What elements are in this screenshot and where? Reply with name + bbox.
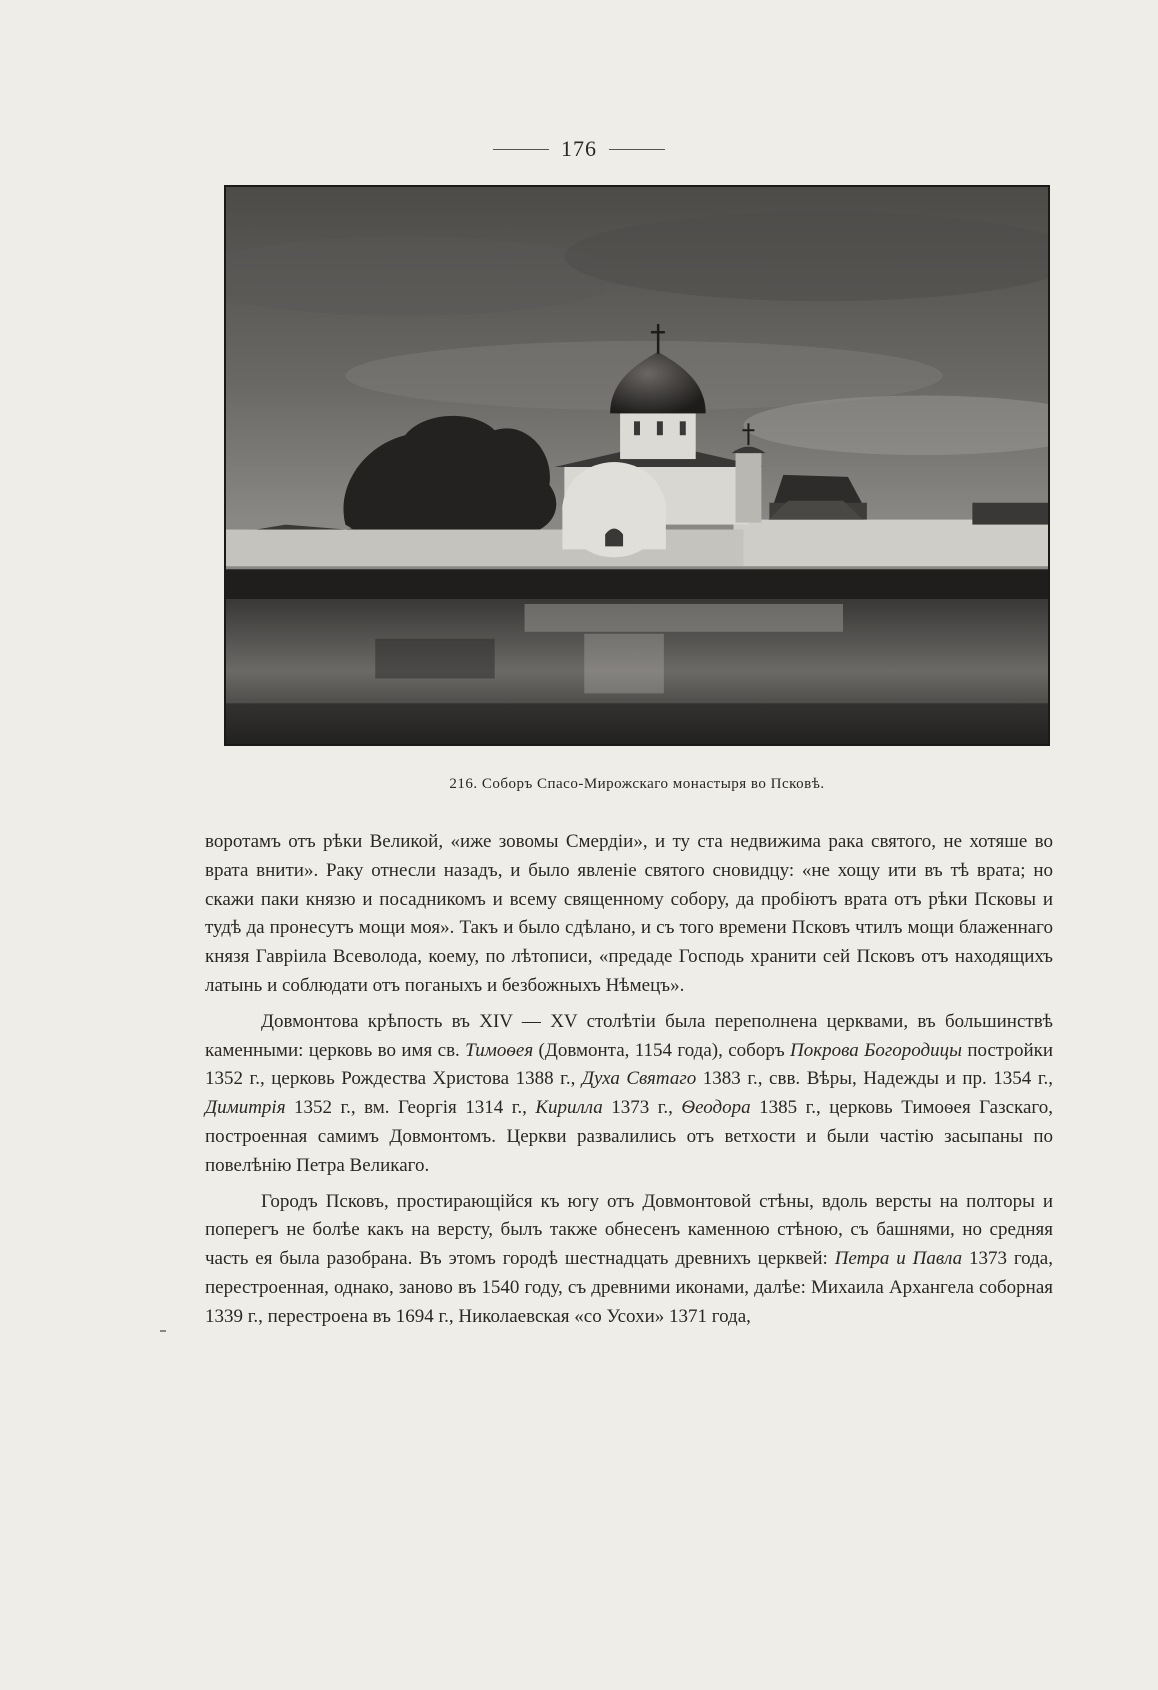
italic-name: Покрова Богородицы (790, 1039, 962, 1061)
text-run: 1385 г., церковь Тимоѳея Газскаго, построенная самимъ Довмонтомъ. Церкви развалились отъ ветхости и были частію засыпаны по повелѣнію Петра Великаго. (205, 1097, 1053, 1176)
body-text (205, 828, 1053, 1339)
italic-name: Ѳеодора (681, 1097, 751, 1119)
paragraph-3 (205, 1188, 1053, 1332)
header-rule-right (609, 149, 665, 150)
paragraph-1 (205, 828, 1053, 1001)
photo-plate (224, 185, 1050, 746)
text-run: постройки 1352 г., церковь Рождества Христова 1388 г., (205, 1039, 1054, 1090)
italic-name: Кирилла (535, 1097, 603, 1119)
italic-name: Петра и Павла (834, 1248, 963, 1270)
text-run: (Довмонта, 1154 года), соборъ (533, 1039, 791, 1061)
italic-name: Димитрія (205, 1097, 286, 1119)
text-run: 1383 г., свв. Вѣры, Надежды и пр. 1354 г., (696, 1068, 1053, 1090)
margin-mark (160, 1330, 166, 1332)
paragraph-2 (205, 1008, 1053, 1181)
figure-caption: 216. Соборъ Спасо-Мирожскаго монастыря во Псковѣ. (449, 776, 825, 792)
italic-name: Тимоѳея (465, 1039, 534, 1061)
text-run: Довмонтова крѣпость въ XIV — XV столѣтіи была переполнена церквами, въ большинствѣ каменными: церковь во имя св. (205, 1010, 1053, 1061)
header-rule-left (493, 149, 549, 150)
text-run: Городъ Псковъ, простирающійся къ югу отъ Довмонтовой стѣны, вдоль версты на полторы и поперегъ не болѣе какъ на версту, былъ также обнесенъ каменною стѣною, съ башнями, но средняя часть ея была разобрана. Въ этомъ городѣ шестнадцать древнихъ церквей: (205, 1190, 1053, 1270)
monastery-photograph (226, 187, 1048, 744)
text-run: 1373 года, перестроенная, однако, заново въ 1540 году, съ древними иконами, далѣе: Михаила Архангела соборная 1339 г., перестроена въ 1694 г., Николаевская «со Усохи» 1371 года, (205, 1248, 1053, 1327)
text-run: 1352 г., вм. Георгія 1314 г., (285, 1097, 536, 1119)
page-header (0, 136, 1158, 162)
page-number: 176 (561, 136, 597, 161)
text-run: воротамъ отъ рѣки Великой, «иже зовомы Смердіи», и ту ста недвижима рака святого, не хотяше во врата внити». Раку отнесли назадъ, и было явленіе святого сновидцу: «не хощу ити въ тѣ врата; но скажи паки князю и посадникомъ и всему священному собору, да пробіютъ врата отъ рѣки Псковы и тудѣ да пронесутъ мощи моя». Такъ и было сдѣлано, и съ того времени Псковъ чтилъ мощи блаженнаго князя Гавріила Всеволода, коему, по лѣтописи, «предаде Господь хранити сей Псковъ отъ находящихъ латынь и соблюдати отъ поганыхъ и безбожныхъ Нѣмецъ». (205, 831, 1053, 996)
italic-name: Духа Святаго (581, 1068, 697, 1090)
text-run: 1373 г., (602, 1097, 682, 1119)
